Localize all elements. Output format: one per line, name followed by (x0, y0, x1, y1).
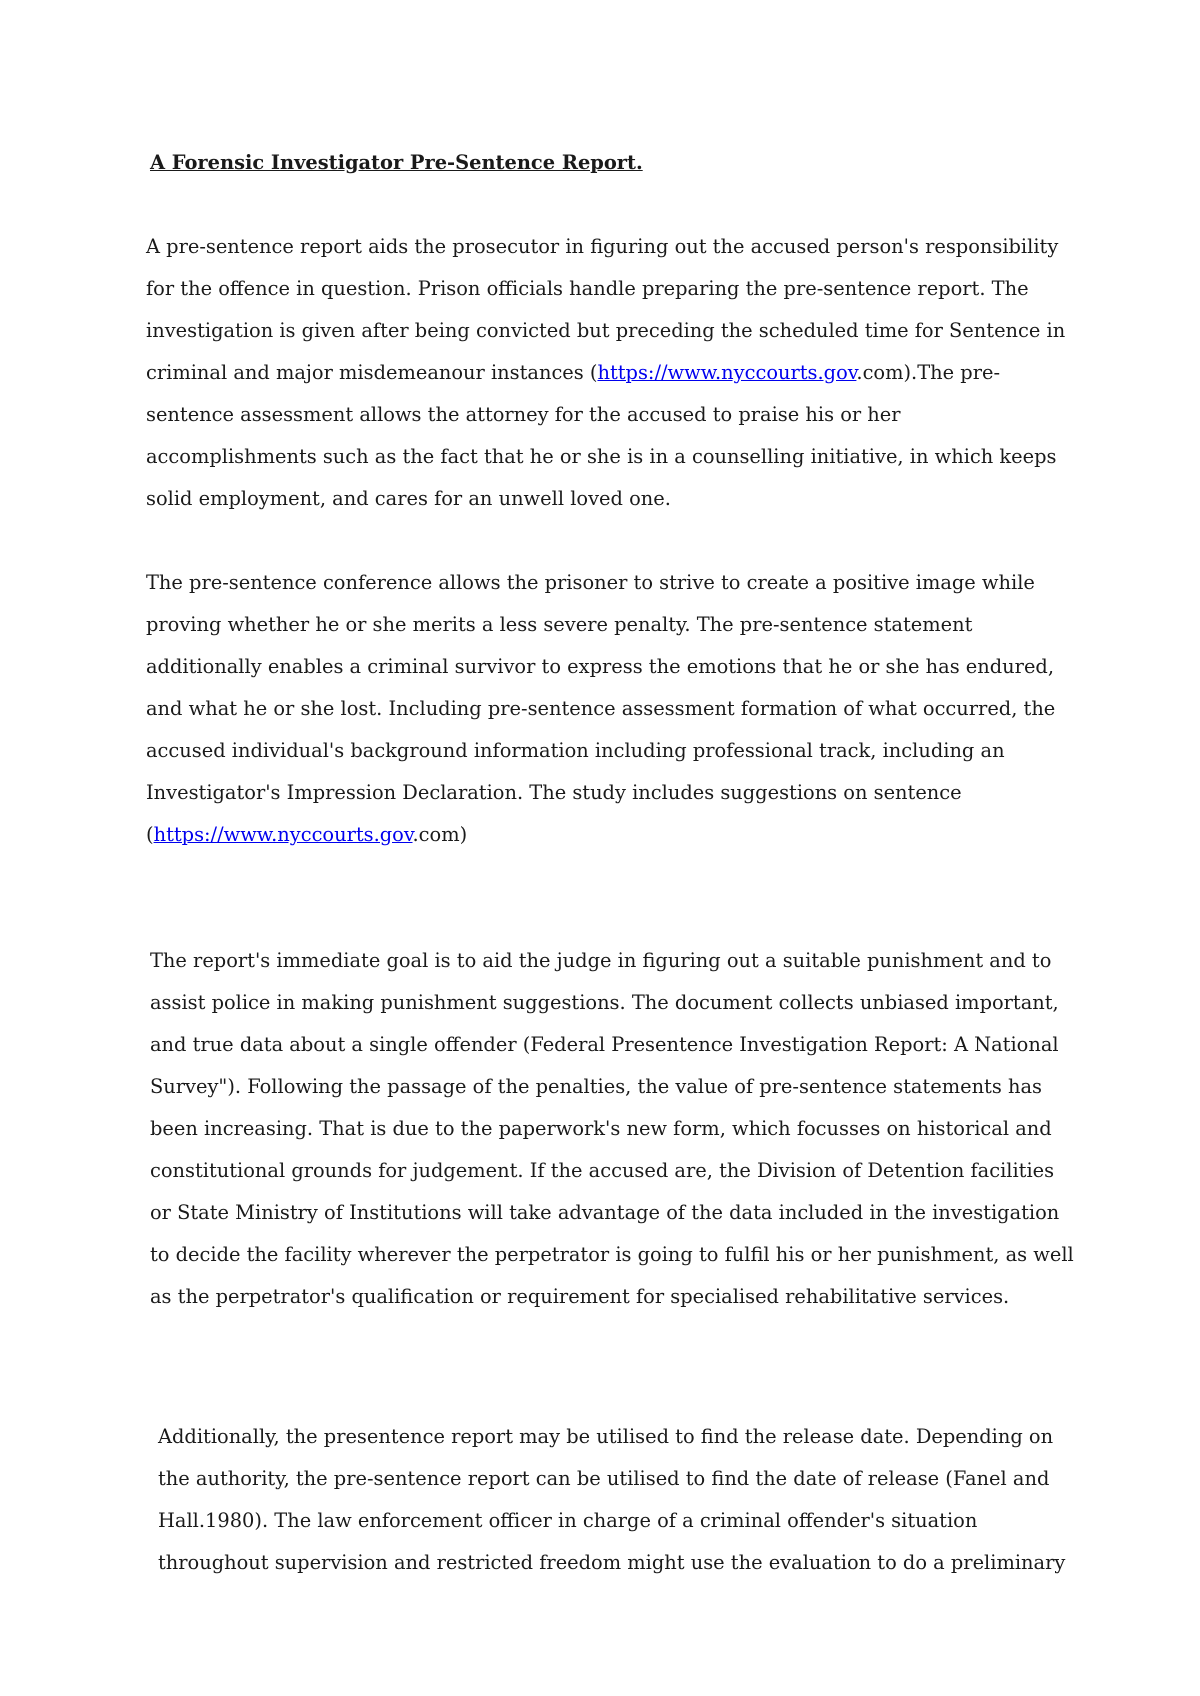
paragraph-spacer (146, 520, 1076, 562)
document-body (146, 142, 1076, 1584)
paragraph-4: Additionally, the presentence report may be utilised to find the release date. Depending on the authority, the pre-sentence report can be utilised to find the date of release (Fanel and Hall.1980). The law enforcement officer in charge of a criminal offender's situation throughout supervision and restricted freedom might use the evaluation to do a preliminary (158, 1425, 1066, 1574)
paragraph-spacer (146, 1318, 1076, 1416)
document-title: A Forensic Investigator Pre-Sentence Report. (150, 151, 643, 174)
nyccourts-link-1[interactable]: https://www.nyccourts.gov (597, 361, 857, 384)
paragraph-2-text-after-link: .com) (412, 823, 468, 846)
paragraph-2-text-before-link: The pre-sentence conference allows the prisoner to strive to create a positive image while proving whether he or she merits a less severe penalty. The pre-sentence statement additionally enables a criminal survivor to express the emotions that he or she has endured, and what he or she lost. Including pre-sentence assessment formation of what occurred, the accused individual's background information including professional track, including an Investigator's Impression Declaration. The study includes suggestions on sentence ( (146, 571, 1056, 846)
nyccourts-link-2[interactable]: https://www.nyccourts.gov (153, 823, 413, 846)
paragraph-spacer (146, 856, 1076, 940)
paragraph-3: The report's immediate goal is to aid the judge in figuring out a suitable punishment and to assist police in making punishment suggestions. The document collects unbiased important, and true data about a single offender (Federal Presentence Investigation Report: A National Survey"). Following the passage of the penalties, the value of pre-sentence statements has been increasing. That is due to the paperwork's new form, which focusses on historical and constitutional grounds for judgement. If the accused are, the Division of Detention facilities or State Ministry of Institutions will take advantage of the data included in the investigation to decide the facility wherever the perpetrator is going to fulfil his or her punishment, as well as the perpetrator's qualification or requirement for specialised rehabilitative services. (150, 949, 1074, 1308)
paragraph-1-text-after-link: .com).The pre-sentence assessment allows the attorney for the accused to praise his or her accomplishments such as the fact that he or she is in a counselling initiative, in which keeps solid employment, and cares for an unwell loved one. (146, 361, 1057, 510)
paragraph-1-text-before-link: A pre-sentence report aids the prosecutor in figuring out the accused person's responsibility for the offence in question. Prison officials handle preparing the pre-sentence report. The investigation is given after being convicted but preceding the scheduled time for Sentence in criminal and major misdemeanour instances ( (146, 235, 1066, 384)
paragraph-1 (146, 226, 1076, 520)
paragraph-2 (146, 562, 1076, 856)
